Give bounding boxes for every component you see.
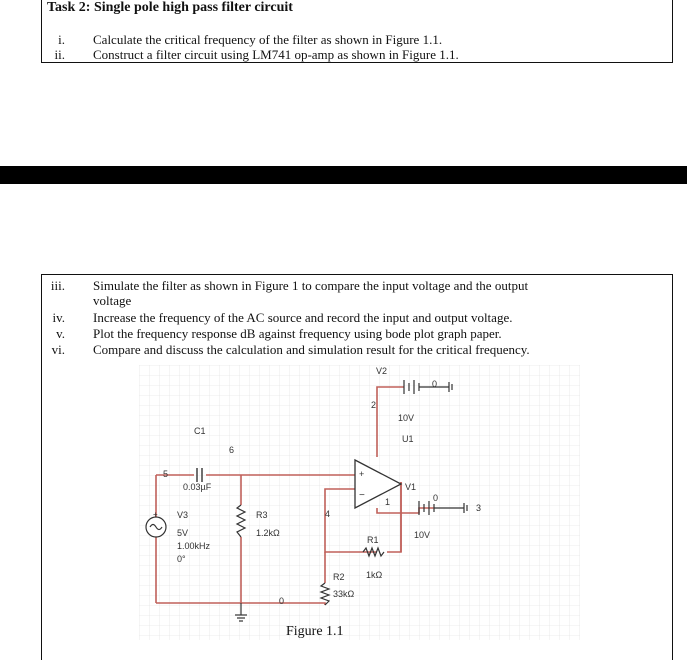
list-number: vi. xyxy=(51,342,65,357)
r2-value: 33kΩ xyxy=(333,589,355,599)
v3-amplitude: 5V xyxy=(177,528,189,538)
node-0: 0 xyxy=(279,596,285,606)
v1-value: 10V xyxy=(414,530,431,540)
v2-value: 10V xyxy=(398,413,415,423)
node-3: 3 xyxy=(476,503,482,513)
node-2: 2 xyxy=(371,400,377,410)
u1-label: U1 xyxy=(402,434,414,444)
list-text: voltage xyxy=(93,293,132,308)
node-4: 4 xyxy=(325,509,331,519)
list-text: Increase the frequency of the AC source and record the input and output voltage. xyxy=(93,310,513,325)
list-number: iv. xyxy=(52,310,65,325)
separator-band xyxy=(0,166,687,184)
list-text: Simulate the filter as shown in Figure 1 to compare the input voltage and the output xyxy=(93,278,529,293)
v2-label: V2 xyxy=(376,366,388,376)
node-5: 5 xyxy=(163,469,169,479)
list-text: Construct a filter circuit using LM741 op-amp as shown in Figure 1.1. xyxy=(93,47,459,62)
v3-frequency: 1.00kHz xyxy=(177,541,211,551)
v2-node: 0 xyxy=(432,379,438,389)
c1-label: C1 xyxy=(194,426,206,436)
node-1: 1 xyxy=(385,497,391,507)
list-number: i. xyxy=(58,32,65,47)
v3-label: V3 xyxy=(177,510,189,520)
v3-phase: 0° xyxy=(177,554,186,564)
list-number: ii. xyxy=(54,47,65,62)
task-title: Task 2: Single pole high pass filter circuit xyxy=(47,0,293,15)
c1-value: 0.03µF xyxy=(183,482,212,492)
circuit-diagram xyxy=(139,365,580,640)
v1-label: V1 xyxy=(405,482,417,492)
figure-caption: Figure 1.1 xyxy=(286,624,344,639)
source-plus-sign: + xyxy=(153,510,158,519)
r3-label: R3 xyxy=(256,510,268,520)
list-number: v. xyxy=(56,326,65,341)
opamp-plus-sign: + xyxy=(359,469,365,479)
v1-node: 0 xyxy=(433,493,439,503)
list-number: iii. xyxy=(50,278,65,293)
list-text: Calculate the critical frequency of the filter as shown in Figure 1.1. xyxy=(93,32,443,47)
r3-value: 1.2kΩ xyxy=(256,528,280,538)
list-text: Plot the frequency response dB against frequency using bode plot graph paper. xyxy=(93,326,502,341)
list-text: Compare and discuss the calculation and simulation result for the critical frequency. xyxy=(93,342,530,357)
opamp-minus-sign: − xyxy=(359,490,365,501)
r1-value: 1kΩ xyxy=(366,570,383,580)
r2-label: R2 xyxy=(333,572,345,582)
node-6: 6 xyxy=(229,445,235,455)
r1-label: R1 xyxy=(367,535,379,545)
